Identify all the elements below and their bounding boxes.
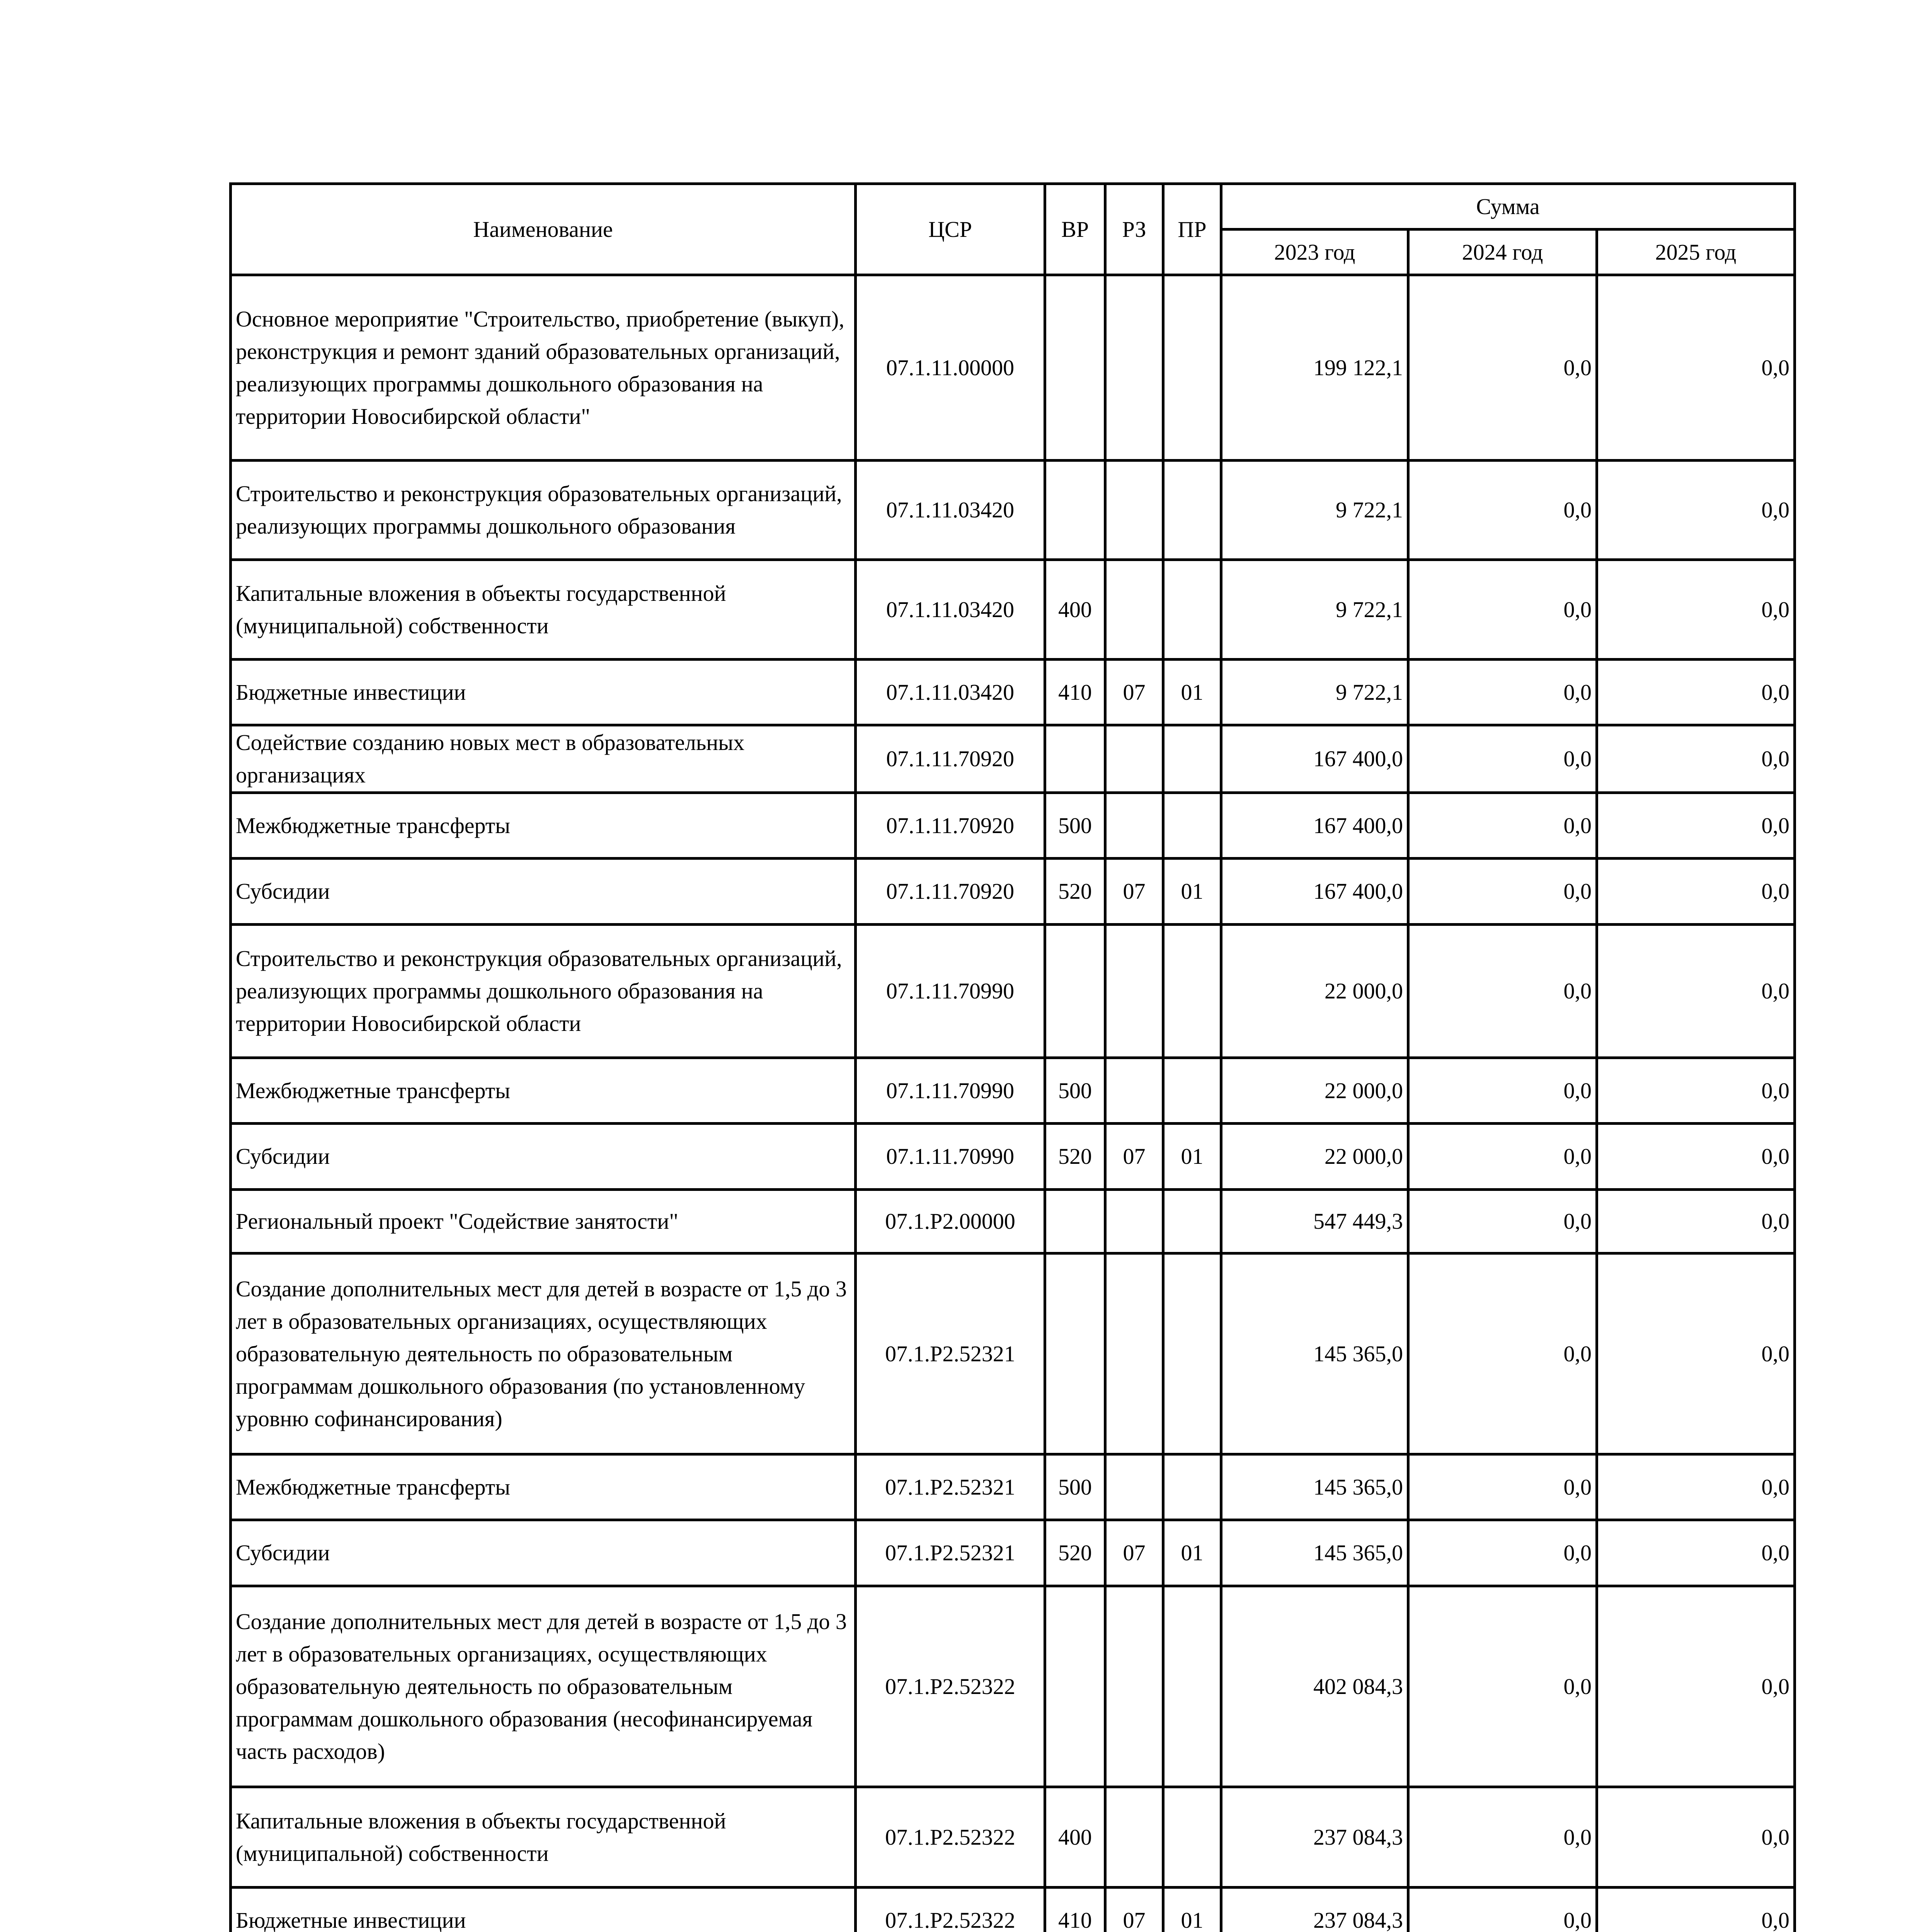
header-csr: ЦСР [856,184,1045,275]
row-name: Субсидии [231,1124,856,1190]
row-sum-2023: 145 365,0 [1221,1454,1408,1520]
row-csr: 07.1.11.70990 [856,1124,1045,1190]
row-sum-2025: 0,0 [1597,925,1795,1058]
row-vr [1045,1190,1105,1253]
row-sum-2023: 22 000,0 [1221,1058,1408,1124]
row-sum-2023: 237 084,3 [1221,1787,1408,1888]
header-year: 2023 год [1221,230,1408,275]
row-csr: 07.1.11.70920 [856,859,1045,925]
row-vr [1045,1253,1105,1454]
table-row [231,1058,1795,1124]
table-row [231,1454,1795,1520]
row-sum-2024: 0,0 [1408,1787,1597,1888]
row-vr: 410 [1045,1888,1105,1932]
row-csr: 07.1.11.70990 [856,925,1045,1058]
row-name: Строительство и реконструкция образовательных организаций, реализующих программы дошкольного образования на территории Новосибирской области [231,925,856,1058]
row-sum-2025: 0,0 [1597,1058,1795,1124]
row-sum-2025: 0,0 [1597,1253,1795,1454]
row-sum-2025: 0,0 [1597,560,1795,660]
table-row [231,1888,1795,1932]
header-rz: РЗ [1105,184,1163,275]
row-sum-2025: 0,0 [1597,275,1795,461]
row-sum-2024: 0,0 [1408,1454,1597,1520]
row-pr [1163,461,1221,560]
row-vr: 500 [1045,1454,1105,1520]
row-pr: 01 [1163,1124,1221,1190]
row-vr [1045,275,1105,461]
row-sum-2023: 145 365,0 [1221,1253,1408,1454]
row-csr: 07.1.11.03420 [856,560,1045,660]
row-csr: 07.1.11.03420 [856,660,1045,725]
row-rz [1105,275,1163,461]
table-row [231,793,1795,859]
row-pr [1163,925,1221,1058]
row-name: Капитальные вложения в объекты государственной (муниципальной) собственности [231,1787,856,1888]
row-sum-2024: 0,0 [1408,925,1597,1058]
table-body [231,275,1795,1932]
row-name: Бюджетные инвестиции [231,660,856,725]
row-rz: 07 [1105,660,1163,725]
row-sum-2025: 0,0 [1597,859,1795,925]
row-sum-2024: 0,0 [1408,1058,1597,1124]
header-sum: Сумма [1221,184,1795,230]
row-sum-2024: 0,0 [1408,1888,1597,1932]
row-csr: 07.1.P2.00000 [856,1190,1045,1253]
row-rz: 07 [1105,1124,1163,1190]
row-csr: 07.1.11.00000 [856,275,1045,461]
row-pr [1163,1454,1221,1520]
table-row [231,275,1795,461]
row-sum-2023: 22 000,0 [1221,1124,1408,1190]
row-sum-2023: 22 000,0 [1221,925,1408,1058]
row-sum-2024: 0,0 [1408,1520,1597,1586]
row-sum-2025: 0,0 [1597,1586,1795,1787]
row-name: Создание дополнительных мест для детей в возрасте от 1,5 до 3 лет в образовательных организациях, осуществляющих образовательную деятельность по образовательным программам дошкольного образования (несофинансируемая часть расходов) [231,1586,856,1787]
row-sum-2023: 237 084,3 [1221,1888,1408,1932]
row-sum-2025: 0,0 [1597,1520,1795,1586]
row-csr: 07.1.11.70920 [856,725,1045,793]
table-row [231,1787,1795,1888]
row-rz [1105,560,1163,660]
table-row [231,1586,1795,1787]
row-csr: 07.1.P2.52322 [856,1888,1045,1932]
row-sum-2024: 0,0 [1408,725,1597,793]
row-sum-2023: 9 722,1 [1221,560,1408,660]
header-year: 2025 год [1597,230,1795,275]
row-sum-2025: 0,0 [1597,660,1795,725]
row-name: Бюджетные инвестиции [231,1888,856,1932]
row-sum-2023: 167 400,0 [1221,793,1408,859]
row-pr [1163,725,1221,793]
table-row [231,461,1795,560]
row-sum-2024: 0,0 [1408,793,1597,859]
row-sum-2025: 0,0 [1597,1124,1795,1190]
row-pr [1163,793,1221,859]
row-name: Субсидии [231,1520,856,1586]
row-csr: 07.1.11.70990 [856,1058,1045,1124]
row-sum-2024: 0,0 [1408,859,1597,925]
row-csr: 07.1.11.70920 [856,793,1045,859]
row-vr: 500 [1045,793,1105,859]
row-sum-2025: 0,0 [1597,793,1795,859]
table-row [231,925,1795,1058]
row-vr [1045,461,1105,560]
row-pr [1163,1058,1221,1124]
row-name: Основное мероприятие "Строительство, приобретение (выкуп), реконструкция и ремонт зданий образовательных организаций, реализующих программы дошкольного образования на территории Новосибирской области" [231,275,856,461]
row-sum-2023: 9 722,1 [1221,461,1408,560]
header-vr: ВР [1045,184,1105,275]
row-rz: 07 [1105,1520,1163,1586]
table-row [231,1124,1795,1190]
row-pr [1163,1190,1221,1253]
row-vr: 400 [1045,560,1105,660]
row-csr: 07.1.P2.52321 [856,1520,1045,1586]
row-vr: 410 [1045,660,1105,725]
row-sum-2024: 0,0 [1408,1253,1597,1454]
row-name: Субсидии [231,859,856,925]
row-rz [1105,1787,1163,1888]
row-pr: 01 [1163,1520,1221,1586]
row-name: Создание дополнительных мест для детей в возрасте от 1,5 до 3 лет в образовательных организациях, осуществляющих образовательную деятельность по образовательным программам дошкольного образования (по установленному уровню софинансирования) [231,1253,856,1454]
row-rz [1105,1190,1163,1253]
row-sum-2025: 0,0 [1597,461,1795,560]
row-sum-2025: 0,0 [1597,1190,1795,1253]
row-rz [1105,1058,1163,1124]
row-pr [1163,1787,1221,1888]
row-vr: 400 [1045,1787,1105,1888]
row-vr: 500 [1045,1058,1105,1124]
row-pr [1163,560,1221,660]
row-pr [1163,1586,1221,1787]
table-row [231,859,1795,925]
row-name: Строительство и реконструкция образовательных организаций, реализующих программы дошкольного образования [231,461,856,560]
row-name: Межбюджетные трансферты [231,1454,856,1520]
row-vr: 520 [1045,1520,1105,1586]
row-vr [1045,1586,1105,1787]
row-name: Межбюджетные трансферты [231,793,856,859]
row-name: Региональный проект "Содействие занятости" [231,1190,856,1253]
row-pr: 01 [1163,1888,1221,1932]
row-vr [1045,925,1105,1058]
table-row [231,1253,1795,1454]
row-sum-2024: 0,0 [1408,660,1597,725]
row-sum-2023: 167 400,0 [1221,725,1408,793]
row-rz [1105,793,1163,859]
row-rz: 07 [1105,1888,1163,1932]
row-name: Межбюджетные трансферты [231,1058,856,1124]
row-rz [1105,1253,1163,1454]
row-sum-2024: 0,0 [1408,1586,1597,1787]
row-rz [1105,1454,1163,1520]
row-rz [1105,725,1163,793]
row-rz [1105,461,1163,560]
table-row [231,660,1795,725]
row-sum-2023: 167 400,0 [1221,859,1408,925]
row-pr: 01 [1163,859,1221,925]
row-vr: 520 [1045,859,1105,925]
table-row [231,725,1795,793]
row-csr: 07.1.P2.52321 [856,1454,1045,1520]
row-pr [1163,275,1221,461]
row-sum-2025: 0,0 [1597,1787,1795,1888]
budget-table [229,182,1796,1932]
row-sum-2025: 0,0 [1597,1454,1795,1520]
row-name: Капитальные вложения в объекты государственной (муниципальной) собственности [231,560,856,660]
row-sum-2023: 9 722,1 [1221,660,1408,725]
row-rz: 07 [1105,859,1163,925]
table-row [231,1520,1795,1586]
header-name: Наименование [231,184,856,275]
row-pr [1163,1253,1221,1454]
row-pr: 01 [1163,660,1221,725]
row-sum-2023: 402 084,3 [1221,1586,1408,1787]
row-csr: 07.1.P2.52322 [856,1586,1045,1787]
row-sum-2025: 0,0 [1597,725,1795,793]
row-sum-2023: 145 365,0 [1221,1520,1408,1586]
row-rz [1105,1586,1163,1787]
row-sum-2024: 0,0 [1408,560,1597,660]
row-csr: 07.1.P2.52322 [856,1787,1045,1888]
header-year: 2024 год [1408,230,1597,275]
row-vr: 520 [1045,1124,1105,1190]
row-sum-2024: 0,0 [1408,461,1597,560]
row-vr [1045,725,1105,793]
row-csr: 07.1.P2.52321 [856,1253,1045,1454]
table-row [231,1190,1795,1253]
row-sum-2024: 0,0 [1408,1124,1597,1190]
row-sum-2024: 0,0 [1408,275,1597,461]
row-name: Содействие созданию новых мест в образовательных организациях [231,725,856,793]
row-sum-2023: 547 449,3 [1221,1190,1408,1253]
header-pr: ПР [1163,184,1221,275]
row-rz [1105,925,1163,1058]
row-sum-2023: 199 122,1 [1221,275,1408,461]
row-sum-2025: 0,0 [1597,1888,1795,1932]
row-csr: 07.1.11.03420 [856,461,1045,560]
row-sum-2024: 0,0 [1408,1190,1597,1253]
table-row [231,560,1795,660]
